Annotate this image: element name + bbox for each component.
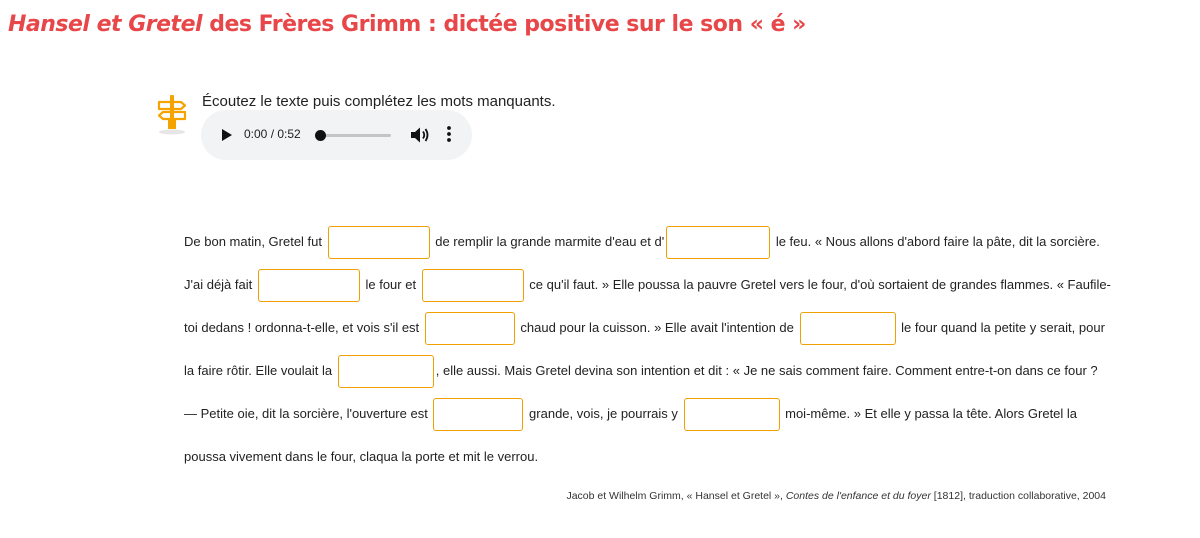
blank-input-1[interactable]	[328, 226, 430, 259]
page-title-rest: des Frères Grimm : dictée positive sur le son « é »	[202, 12, 806, 37]
passage-text: le four quand la petite y serait, pour la faire rôtir. Elle voulait la	[184, 320, 1105, 378]
blank-input-6[interactable]	[800, 312, 896, 345]
audio-player[interactable]	[201, 110, 472, 160]
instruction-text: Écoutez le texte puis complétez les mots manquants.	[202, 93, 556, 110]
blank-input-5[interactable]	[425, 312, 515, 345]
audio-progress-thumb[interactable]	[315, 130, 326, 141]
passage-text: grande, vois, je pourrais y	[525, 406, 682, 421]
blank-input-2[interactable]	[666, 226, 770, 259]
citation-book: Contes de l'enfance et du foyer	[785, 490, 931, 502]
citation-prefix: Jacob et Wilhelm Grimm, « Hansel et Gretel »,	[566, 490, 786, 502]
passage-text: le four et	[361, 277, 420, 292]
play-icon[interactable]	[221, 128, 233, 147]
page-title	[8, 12, 806, 37]
passage-text: ce qu'il faut. » Elle poussa la pauvre Gretel vers le four, d'où sortaient de grandes flammes. « Faufile-toi dedans ! ordonna-t-elle, et vois s'il est	[184, 277, 1111, 335]
passage-text: de remplir la grande marmite d'eau et d'	[431, 234, 665, 249]
passage-text: moi-même. » Et elle y passa la tête. Alors Gretel la poussa vivement dans le four, claqua la porte et mit le verrou.	[184, 406, 1078, 464]
blank-input-9[interactable]	[684, 398, 780, 431]
blank-input-4[interactable]	[422, 269, 524, 302]
volume-icon[interactable]	[410, 126, 430, 149]
blank-input-3[interactable]	[258, 269, 360, 302]
audio-progress-bar[interactable]	[319, 134, 391, 137]
blank-input-7[interactable]	[338, 355, 434, 388]
page-title-work: Hansel et Gretel	[8, 12, 203, 37]
dictation-passage	[184, 220, 1114, 478]
blank-input-8[interactable]	[433, 398, 523, 431]
passage-text: De bon matin, Gretel fut	[184, 234, 326, 249]
passage-text: chaud pour la cuisson. » Elle avait l'intention de	[516, 320, 798, 335]
citation-suffix: [1812], traduction collaborative, 2004	[930, 490, 1106, 502]
audio-time: 0:00 / 0:52	[244, 127, 301, 141]
passage-text: , elle aussi. Mais Gretel devina son intention et dit : « Je ne sais comment faire. Comment entre-t-on dans ce four ? — Petite oie, dit la sorcière, l'ouverture est	[184, 363, 1098, 421]
signpost-icon	[155, 92, 189, 136]
source-citation	[566, 490, 1106, 502]
more-options-icon[interactable]	[446, 125, 452, 148]
passage-text: le feu. « Nous allons d'abord faire la pâte, dit la sorcière. J'ai déjà fait	[184, 234, 1100, 292]
